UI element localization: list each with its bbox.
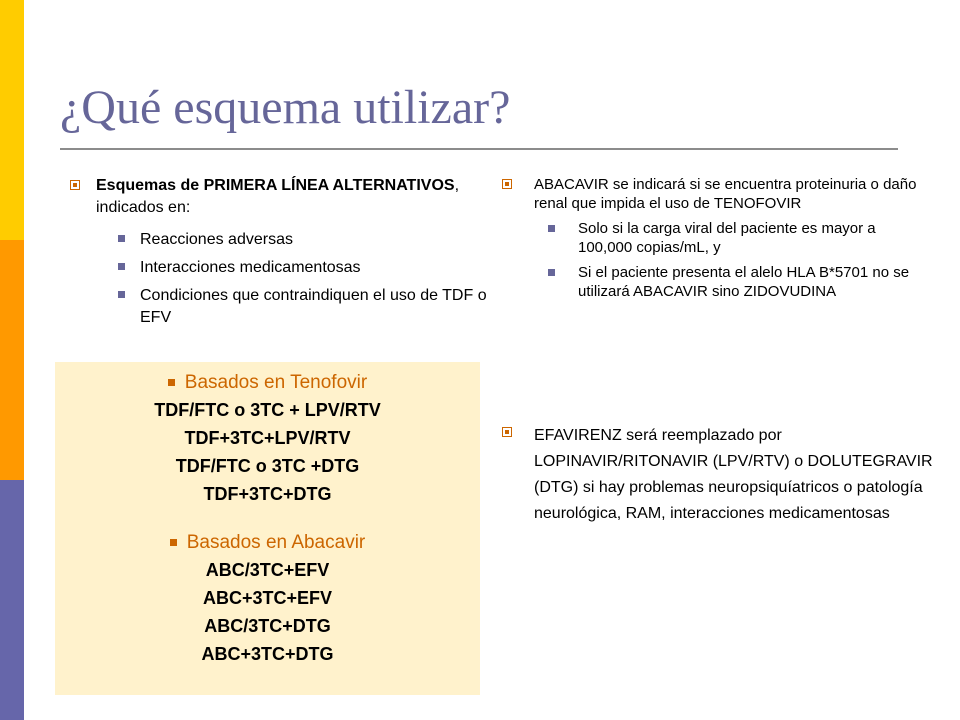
square-bullet-icon [70, 180, 80, 190]
title-divider [60, 148, 898, 150]
abacavir-heading-text: Basados en Abacavir [186, 532, 366, 553]
square-bullet-icon [548, 225, 555, 232]
left-item [110, 285, 490, 329]
regimen-line: ABC+3TC+DTG [201, 644, 334, 664]
abacavir-subitem-text: Si el paciente presenta el alelo HLA B*5701 no se utilizará ABACAVIR sino ZIDOVUDINA [578, 264, 910, 300]
right-column [500, 175, 933, 522]
regimen-line: TDF/FTC o 3TC + LPV/RTV [154, 400, 381, 420]
left-item [110, 229, 490, 251]
square-bullet-icon [548, 269, 555, 276]
abacavir-subitem-text: Solo si la carga viral del paciente es mayor a 100,000 copias/mL, y [578, 220, 876, 256]
square-bullet-icon [502, 427, 512, 437]
regimen-line: TDF/FTC o 3TC +DTG [175, 456, 360, 476]
regimen-line: TDF+3TC+LPV/RTV [184, 428, 351, 448]
left-item-text: Reacciones adversas [140, 231, 293, 248]
square-bullet-icon [170, 539, 177, 546]
regimen-line: ABC/3TC+DTG [204, 616, 331, 636]
side-stripe-orange [0, 240, 24, 480]
slide-title: ¿Qué esquema utilizar? [60, 81, 511, 134]
abacavir-note-text: ABACAVIR se indicará si se encuentra proteinuria o daño renal que impida el uso de TENOFOVIR [534, 176, 917, 212]
regimen-line: TDF+3TC+DTG [203, 484, 332, 504]
square-bullet-icon [118, 235, 125, 242]
square-bullet-icon [118, 291, 125, 298]
left-item-text: Condiciones que contraindiquen el uso de TDF o EFV [140, 287, 487, 326]
left-intro-rest: , indicados en: [96, 177, 460, 216]
square-bullet-icon [168, 379, 175, 386]
regimen-line: ABC/3TC+EFV [205, 560, 330, 580]
left-intro-bold: Esquemas de PRIMERA LÍNEA ALTERNATIVOS [96, 177, 455, 194]
abacavir-subitem [500, 263, 920, 301]
efavirenz-note-text: EFAVIRENZ será reemplazado por LOPINAVIR/RITONAVIR (LPV/RTV) o DOLUTEGRAVIR (DTG) si hay problemas neuropsiquíatricos o patología neurológica, RAM, interacciones medicamentosas [534, 427, 933, 522]
side-stripe-purple [0, 480, 24, 720]
left-column [70, 175, 490, 335]
abacavir-note [500, 175, 920, 213]
regimen-line: ABC+3TC+EFV [202, 588, 333, 608]
side-stripe-yellow [0, 0, 24, 240]
left-intro [70, 175, 490, 219]
tenofovir-heading-text: Basados en Tenofovir [184, 372, 368, 393]
square-bullet-icon [118, 263, 125, 270]
left-item [110, 257, 490, 279]
left-item-text: Interacciones medicamentosas [140, 259, 361, 276]
tenofovir-heading [55, 372, 480, 394]
efavirenz-note [500, 423, 954, 527]
abacavir-heading [55, 532, 480, 554]
square-bullet-icon [502, 179, 512, 189]
regimen-box [55, 362, 480, 695]
abacavir-subitem [500, 219, 920, 257]
